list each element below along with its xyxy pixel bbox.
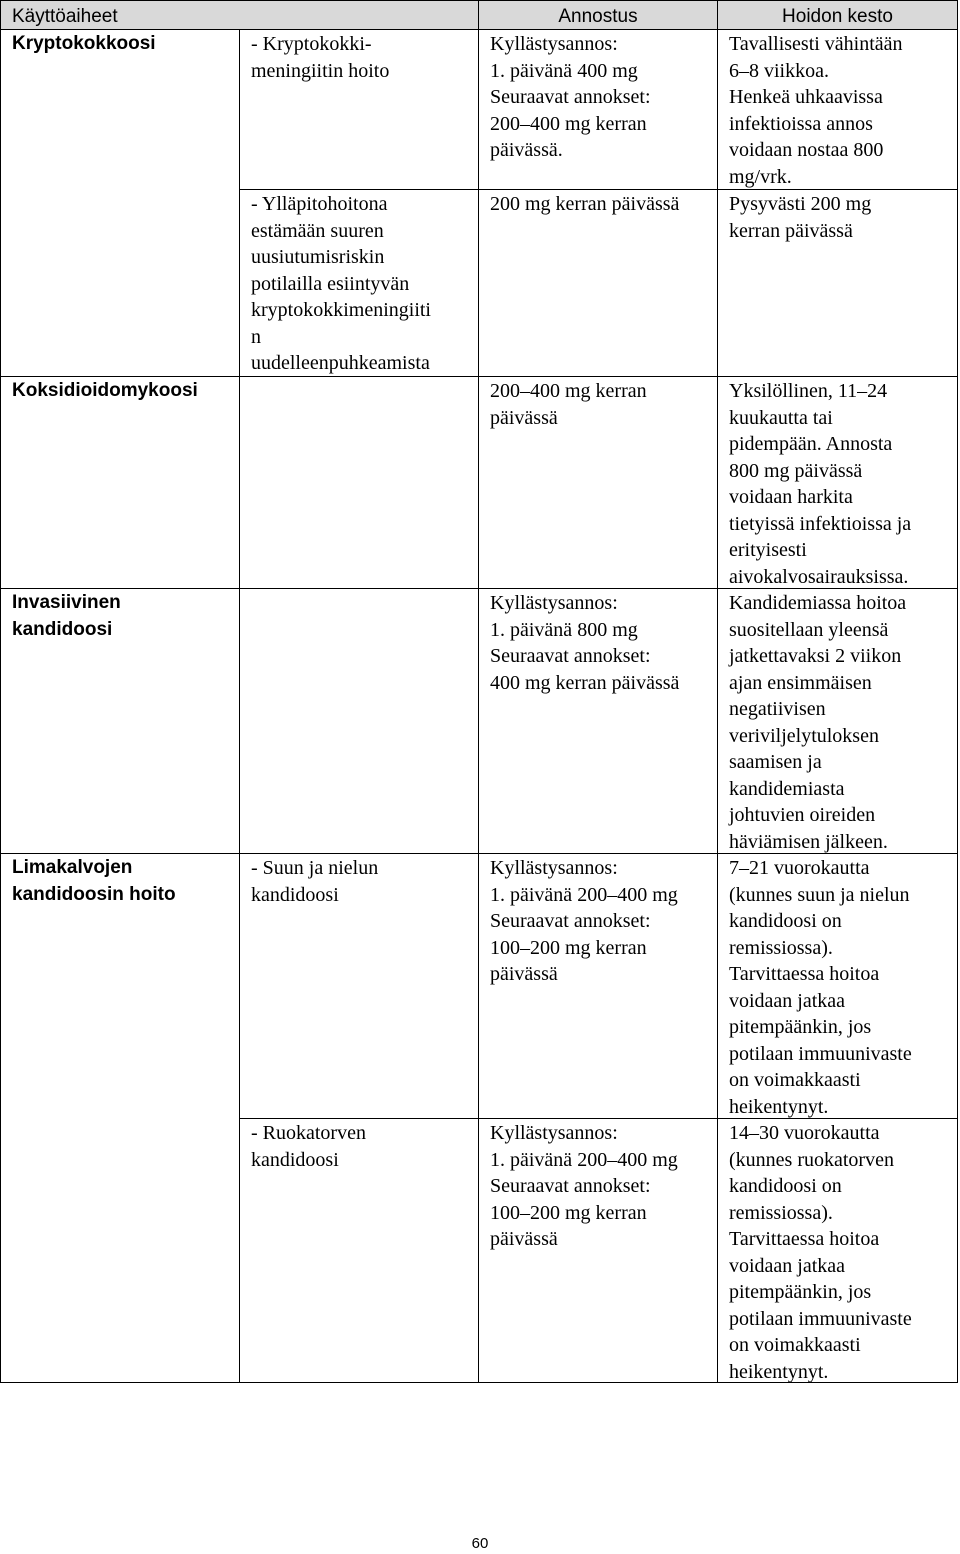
header-indications: Käyttöaiheet <box>0 0 479 30</box>
sub-indication-invasive-candidiasis <box>239 588 479 854</box>
indication-mucosal-candidiasis: Limakalvojen kandidoosin hoito <box>0 853 240 1383</box>
dosage-esophageal: Kyllästysannos: 1. päivänä 200–400 mg Seuraavat annokset: 100–200 mg kerran päivässä <box>478 1118 718 1383</box>
duration-esophageal: 14–30 vuorokautta (kunnes ruokatorven kandidoosi on remissiossa). Tarvittaessa hoitoa voidaan jatkaa pitempäänkin, jos potilaan immuunivaste on voimakkaasti heikentynyt. <box>717 1118 958 1383</box>
indication-invasive-candidiasis: Invasiivinen kandidoosi <box>0 588 240 854</box>
indication-coccidioidomycosis: Koksidioidomykoosi <box>0 376 240 589</box>
duration-maintenance: Pysyvästi 200 mg kerran päivässä <box>717 189 958 377</box>
sub-indication-meningitis: - Kryptokokki- meningiitin hoito <box>239 29 479 190</box>
page-number: 60 <box>471 1535 489 1552</box>
header-duration: Hoidon kesto <box>717 0 958 30</box>
indication-cryptococcosis: Kryptokokkoosi <box>0 29 240 377</box>
sub-indication-coccidioidomycosis <box>239 376 479 589</box>
dosage-oropharyngeal: Kyllästysannos: 1. päivänä 200–400 mg Seuraavat annokset: 100–200 mg kerran päivässä <box>478 853 718 1119</box>
header-dosage: Annostus <box>478 0 718 30</box>
sub-indication-maintenance: - Ylläpitohoitona estämään suuren uusiutumisriskin potilailla esiintyvän kryptokokkimeningiiti n uudelleenpuhkeamista <box>239 189 479 377</box>
duration-meningitis: Tavallisesti vähintään 6–8 viikkoa. Henkeä uhkaavissa infektioissa annos voidaan nostaa 800 mg/vrk. <box>717 29 958 190</box>
dosage-coccidioidomycosis: 200–400 mg kerran päivässä <box>478 376 718 589</box>
sub-indication-oropharyngeal: - Suun ja nielun kandidoosi <box>239 853 479 1119</box>
dosage-meningitis: Kyllästysannos: 1. päivänä 400 mg Seuraavat annokset: 200–400 mg kerran päivässä. <box>478 29 718 190</box>
duration-coccidioidomycosis: Yksilöllinen, 11–24 kuukautta tai pidempään. Annosta 800 mg päivässä voidaan harkita tietyissä infektioissa ja erityisesti aivokalvosairauksissa. <box>717 376 958 589</box>
sub-indication-esophageal: - Ruokatorven kandidoosi <box>239 1118 479 1383</box>
duration-invasive-candidiasis: Kandidemiassa hoitoa suositellaan yleensä jatkettavaksi 2 viikon ajan ensimmäisen negatiivisen veriviljelytuloksen saamisen ja kandidemiasta johtuvien oireiden häviämisen jälkeen. <box>717 588 958 854</box>
dosage-maintenance: 200 mg kerran päivässä <box>478 189 718 377</box>
duration-oropharyngeal: 7–21 vuorokautta (kunnes suun ja nielun kandidoosi on remissiossa). Tarvittaessa hoitoa voidaan jatkaa pitempäänkin, jos potilaan immuunivaste on voimakkaasti heikentynyt. <box>717 853 958 1119</box>
dosage-invasive-candidiasis: Kyllästysannos: 1. päivänä 800 mg Seuraavat annokset: 400 mg kerran päivässä <box>478 588 718 854</box>
